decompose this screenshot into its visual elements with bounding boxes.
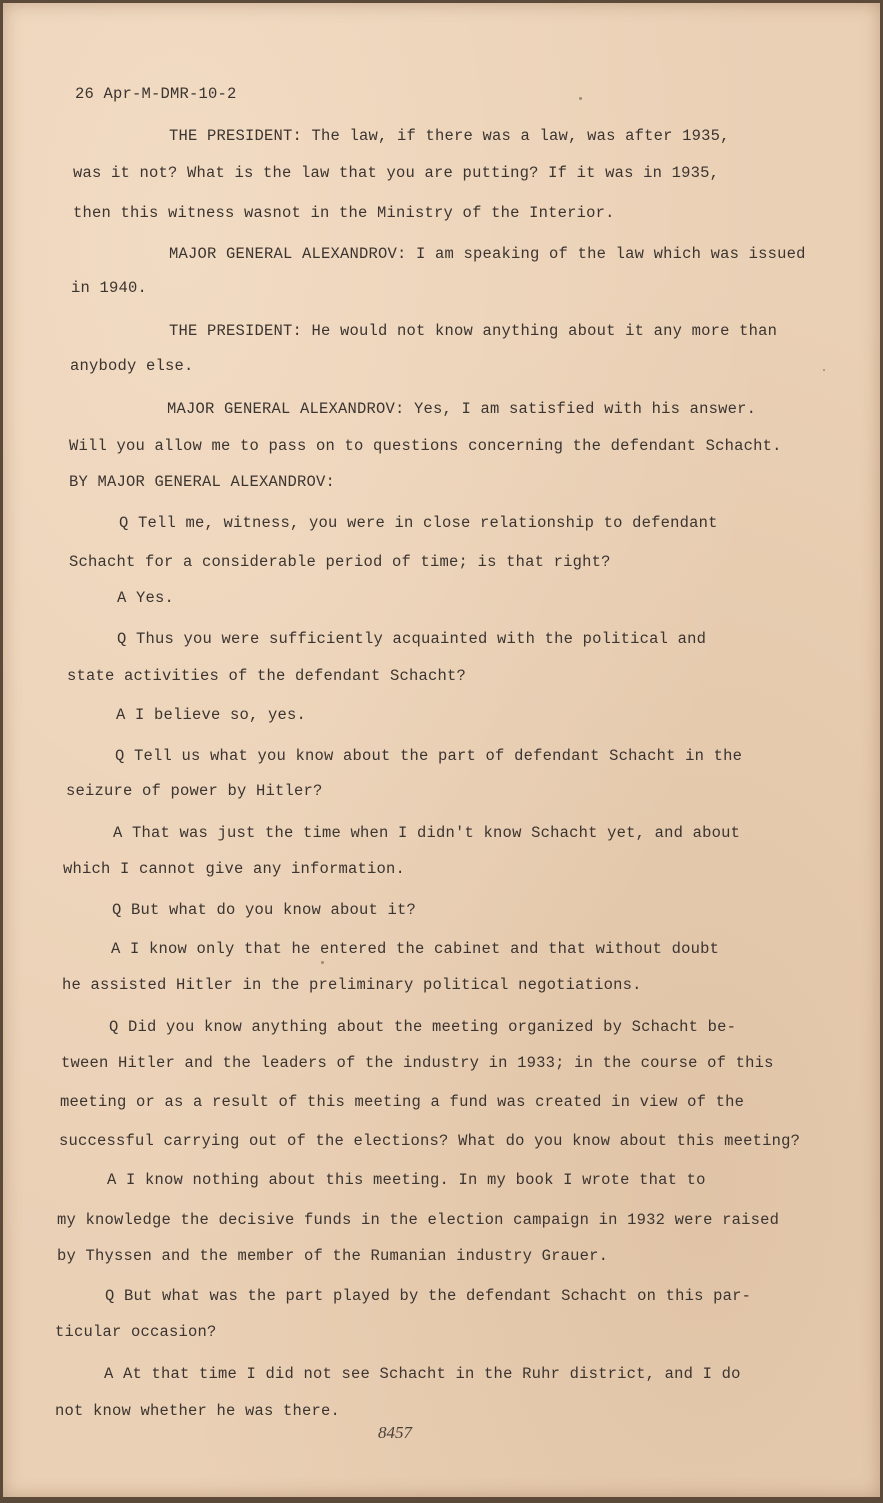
transcript-line: ticular occasion? [55,1323,217,1341]
transcript-line: Will you allow me to pass on to questions concerning the defendant Schacht. [69,437,782,455]
transcript-line: THE PRESIDENT: The law, if there was a law, was after 1935, [169,127,730,145]
transcript-line: Q Tell me, witness, you were in close relationship to defendant [119,514,718,532]
transcript-line: by Thyssen and the member of the Rumanian industry Grauer. [57,1247,609,1265]
transcript-line: anybody else. [70,357,194,375]
transcript-line: meeting or as a result of this meeting a fund was created in view of the [60,1093,745,1111]
transcript-line: A That was just the time when I didn't know Schacht yet, and about [113,824,741,842]
transcript-line: state activities of the defendant Schacht? [67,667,467,685]
page-number: 8457 [378,1423,412,1442]
transcript-line: he assisted Hitler in the preliminary political negotiations. [62,976,642,994]
transcript-line: Q Tell us what you know about the part of defendant Schacht in the [115,747,743,765]
transcript-line: successful carrying out of the elections? What do you know about this meeting? [59,1132,801,1150]
document-page [3,3,880,1497]
paper-speck [579,97,582,100]
paper-speck [823,369,825,371]
transcript-line: my knowledge the decisive funds in the election campaign in 1932 were raised [57,1211,780,1229]
transcript-line: Q Thus you were sufficiently acquainted with the political and [117,630,707,648]
transcript-line: A Yes. [117,589,175,607]
transcript-line: Q But what was the part played by the defendant Schacht on this par- [105,1287,752,1305]
transcript-line: BY MAJOR GENERAL ALEXANDROV: [69,473,336,491]
transcript-line: A I know only that he entered the cabinet and that without doubt [111,940,720,958]
header-reference: 26 Apr-M-DMR-10-2 [75,85,237,103]
transcript-line: MAJOR GENERAL ALEXANDROV: Yes, I am satisfied with his answer. [167,400,757,418]
transcript-line: was it not? What is the law that you are putting? If it was in 1935, [73,164,720,182]
transcript-line: A I know nothing about this meeting. In my book I wrote that to [107,1171,706,1189]
transcript-line: seizure of power by Hitler? [66,782,323,800]
transcript-line: A I believe so, yes. [116,706,307,724]
transcript-line: then this witness wasnot in the Ministry of the Interior. [73,204,615,222]
transcript-line: not know whether he was there. [55,1402,341,1420]
transcript-line: Q But what do you know about it? [112,901,417,919]
transcript-line: in 1940. [71,279,148,297]
transcript-line: tween Hitler and the leaders of the industry in 1933; in the course of this [61,1054,774,1072]
transcript-line: Q Did you know anything about the meeting organized by Schacht be- [109,1018,737,1036]
transcript-line: MAJOR GENERAL ALEXANDROV: I am speaking of the law which was issued [169,245,806,263]
transcript-line: THE PRESIDENT: He would not know anything about it any more than [169,322,778,340]
transcript-line: which I cannot give any information. [63,860,406,878]
transcript-line: A At that time I did not see Schacht in the Ruhr district, and I do [104,1365,741,1383]
transcript-line: Schacht for a considerable period of time; is that right? [69,553,611,571]
paper-speck [321,961,324,964]
